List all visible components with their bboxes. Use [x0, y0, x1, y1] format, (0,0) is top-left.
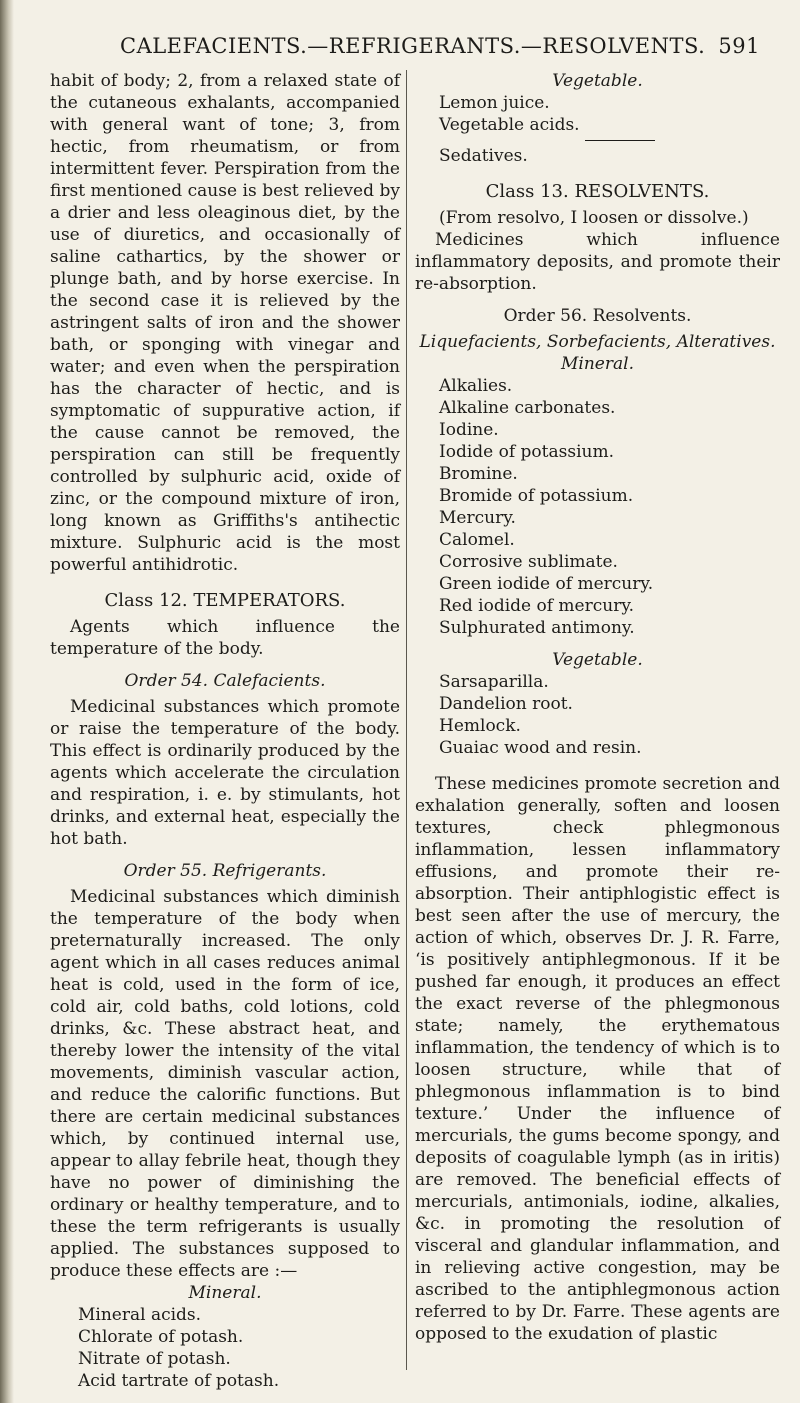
list-item: Mercury. — [439, 508, 516, 528]
list-item: Bromide of potassium. — [439, 486, 634, 506]
list-item: Nitrate of potash. — [78, 1349, 231, 1369]
closing-paragraph: These medicines promote secretion and exhalation generally, soften and loosen textures, check phlegmonous inflammation, lessen inflammatory effusions, and promote their re-absorption. Their antiphlogistic effect is best seen after the use of mercury, the action of which, observes Dr. J. R. Farre, ‘is positively antiphlegmonous. If it be pushed far enough, it produces an effect the exact reverse of the phlegmonous state; namely, the erythematous inflammation, the tendency of which is to loosen structure, while that of phlegmonous inflammation is to bind texture.’ Under the influence of mercurials, the gums become spongy, and deposits of coagulable lymph (as in iritis) are removed. The beneficial effects of mercurials, antimonials, iodine, alkalies, &c. in promoting the resolution of visceral and glandular inflammation, and in relieving active congestion, may be ascribed to the antiphlegmonous action referred to by Dr. Farre. These agents are opposed to the exudation of plastic — [415, 774, 780, 1344]
sedatives-label: Sedatives. — [439, 146, 528, 166]
list-item: Alkalies. — [439, 376, 513, 396]
class-13-description: Medicines which influence inflammatory deposits, and promote their re-absorption. — [415, 230, 780, 294]
page-number: 591 — [718, 34, 760, 58]
list-item: Dandelion root. — [439, 694, 573, 714]
order-55-text: Medicinal substances which diminish the temperature of the body when preternaturally increased. The only agent which in all cases reduces animal heat is cold, used in the form of ice, cold air, cold baths, cold lotions, cold drinks, &c. These abstract heat, and thereby lower the intensity of the vital movements, diminish vascular action, and reduce the calorific functions. But there are certain medicinal substances which, by continued internal use, appear to allay febrile heat, though they have no power of diminishing the ordinary or healthy temperature, and to these the term refrigerants is usually applied. The substances supposed to produce these effects are :— — [50, 887, 400, 1281]
order-56-subtitle: Liquefacients, Sorbefacients, Alteratives. — [419, 332, 776, 352]
list-item: Chlorate of potash. — [78, 1327, 244, 1347]
class-13-heading: Class 13. RESOLVENTS. — [485, 181, 710, 202]
vegetable-list — [415, 92, 780, 136]
list-item: Alkaline carbonates. — [439, 398, 616, 418]
separator-rule — [585, 140, 655, 141]
paragraph-perspiration: habit of body; 2, from a relaxed state of the cutaneous exhalants, accompanied with general want of tone; 3, from hectic, from rheumatism, or from intermittent fever. Perspiration from the first mentioned cause is best relieved by a drier and less oleaginous diet, by the use of diuretics, and occasionally of saline cathartics, by the shower or plunge bath, and by horse exercise. In the second case it is relieved by the astringent salts of iron and the shower bath, or sponging with vinegar and water; and even when the perspiration has the character of hectic, and is symptomatic of suppurative action, if the cause cannot be removed, the perspiration can still be frequently controlled by sulphuric acid, oxide of zinc, or the compound mixture of iron, long known as Griffiths's antihectic mixture. Sulphuric acid is the most powerful antihidrotic. — [50, 71, 400, 575]
list-item: Calomel. — [439, 530, 515, 550]
order-55-heading: Order 55. Refrigerants. — [123, 861, 327, 881]
vegetable-list — [415, 671, 780, 759]
running-title: CALEFACIENTS.—REFRIGERANTS.—RESOLVENTS. — [120, 34, 706, 58]
class-12-description: Agents which influence the temperature of the body. — [50, 617, 400, 659]
mineral-subheading: Mineral. — [188, 1283, 262, 1303]
order-56-heading: Order 56. Resolvents. — [503, 306, 692, 326]
class-12-heading: Class 12. TEMPERATORS. — [104, 590, 346, 611]
list-item: Iodine. — [439, 420, 499, 440]
list-item: Bromine. — [439, 464, 518, 484]
list-item: Corrosive sublimate. — [439, 552, 618, 572]
list-item: Hemlock. — [439, 716, 521, 736]
mineral-subheading: Mineral. — [561, 354, 634, 374]
right-column — [415, 70, 780, 1345]
order-54-heading: Order 54. Calefacients. — [124, 671, 326, 691]
list-item: Acid tartrate of potash. — [78, 1371, 280, 1391]
list-item: Lemon juice. — [439, 93, 550, 113]
list-item: Vegetable acids. — [439, 115, 580, 135]
list-item: Iodide of potassium. — [439, 442, 614, 462]
list-item: Red iodide of mercury. — [439, 596, 635, 616]
class-13-etymology: (From resolvo, I loosen or dissolve.) — [439, 208, 749, 228]
list-item: Sarsaparilla. — [439, 672, 549, 692]
column-divider — [406, 70, 407, 1370]
mineral-list — [50, 1304, 400, 1392]
page-edge-shadow — [0, 0, 14, 1403]
vegetable-subheading: Vegetable. — [552, 650, 643, 670]
vegetable-subheading: Vegetable. — [552, 71, 643, 91]
mineral-list — [415, 375, 780, 639]
list-item: Sulphurated antimony. — [439, 618, 635, 638]
list-item: Green iodide of mercury. — [439, 574, 654, 594]
order-54-text: Medicinal substances which promote or raise the temperature of the body. This effect is ordinarily produced by the agents which accelerate the circulation and respiration, i. e. by stimulants, hot drinks, and external heat, especially the hot bath. — [50, 697, 400, 849]
list-item: Mineral acids. — [78, 1305, 202, 1325]
list-item: Guaiac wood and resin. — [439, 738, 642, 758]
left-column — [50, 70, 400, 1392]
